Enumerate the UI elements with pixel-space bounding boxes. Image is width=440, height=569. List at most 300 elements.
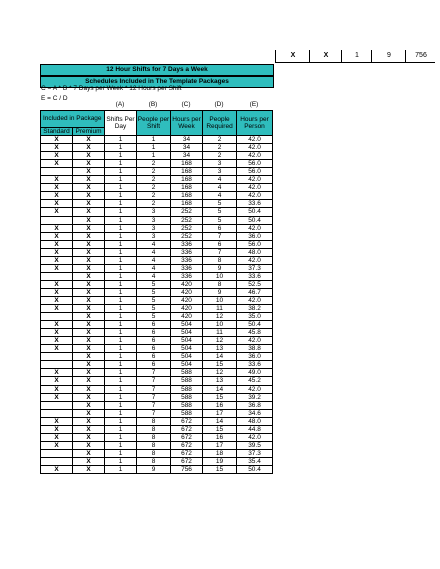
people-required-cell: 16 xyxy=(203,433,237,441)
top-hours-value: 756 xyxy=(405,50,436,62)
premium-cell: X xyxy=(73,369,105,377)
table-row xyxy=(41,329,273,337)
hours-per-person-cell: 52.5 xyxy=(237,280,273,288)
shifts-cell: 1 xyxy=(105,240,137,248)
hours-per-week-cell: 504 xyxy=(171,345,203,353)
hours-per-person-cell: 42.0 xyxy=(237,296,273,304)
premium-cell: X xyxy=(73,401,105,409)
shifts-cell: 1 xyxy=(105,288,137,296)
shifts-cell: 1 xyxy=(105,385,137,393)
shifts-cell: 1 xyxy=(105,433,137,441)
table-row xyxy=(41,401,273,409)
shifts-cell: 1 xyxy=(105,409,137,417)
hours-per-person-cell: 44.8 xyxy=(237,425,273,433)
table-row xyxy=(41,152,273,160)
table-row xyxy=(41,361,273,369)
standard-cell: X xyxy=(41,280,73,288)
premium-cell: X xyxy=(73,465,105,473)
table-row xyxy=(41,409,273,417)
table-row xyxy=(41,280,273,288)
hours-per-person-cell: 56.0 xyxy=(237,160,273,168)
table-row xyxy=(41,168,273,176)
hours-per-week-cell: 336 xyxy=(171,256,203,264)
people-per-shift-cell: 7 xyxy=(137,369,171,377)
premium-cell: X xyxy=(73,457,105,465)
shifts-cell: 1 xyxy=(105,369,137,377)
shifts-cell: 1 xyxy=(105,449,137,457)
hours-per-person-cell: 33.6 xyxy=(237,361,273,369)
hours-per-week-cell: 504 xyxy=(171,337,203,345)
table-row xyxy=(41,192,273,200)
standard-cell: X xyxy=(41,369,73,377)
hours-per-person-cell: 42.0 xyxy=(237,136,273,144)
hours-per-week-cell: 672 xyxy=(171,457,203,465)
hours-per-person-cell: 56.0 xyxy=(237,168,273,176)
shifts-cell: 1 xyxy=(105,296,137,304)
hours-per-person-cell: 39.5 xyxy=(237,441,273,449)
col-letter-b: (B) xyxy=(148,101,158,108)
table-row xyxy=(41,160,273,168)
hours-per-person-cell: 45.8 xyxy=(237,329,273,337)
hours-per-week-header: Hours per Week xyxy=(171,111,203,136)
top-shifts-value: 1 xyxy=(341,50,372,62)
hours-per-week-cell: 336 xyxy=(171,240,203,248)
hours-per-person-cell: 42.0 xyxy=(237,184,273,192)
premium-cell: X xyxy=(73,152,105,160)
premium-cell: X xyxy=(73,264,105,272)
table-row xyxy=(41,377,273,385)
people-per-shift-cell: 6 xyxy=(137,329,171,337)
hours-per-person-cell: 33.6 xyxy=(237,200,273,208)
people-per-shift-cell: 7 xyxy=(137,393,171,401)
premium-cell: X xyxy=(73,184,105,192)
hours-per-person-cell: 34.6 xyxy=(237,409,273,417)
hours-per-week-cell: 588 xyxy=(171,409,203,417)
hours-per-person-cell: 36.0 xyxy=(237,232,273,240)
people-per-shift-cell: 4 xyxy=(137,272,171,280)
standard-cell xyxy=(41,449,73,457)
standard-cell xyxy=(41,216,73,224)
hours-per-week-cell: 672 xyxy=(171,441,203,449)
formula-e: E = C / D xyxy=(41,95,68,102)
table-row xyxy=(41,353,273,361)
table-row xyxy=(41,136,273,144)
col-letter-e: (E) xyxy=(249,101,259,108)
standard-cell: X xyxy=(41,288,73,296)
premium-cell: X xyxy=(73,272,105,280)
standard-cell: X xyxy=(41,377,73,385)
shifts-cell: 1 xyxy=(105,256,137,264)
top-premium-mark: X xyxy=(309,50,342,62)
people-required-cell: 15 xyxy=(203,465,237,473)
standard-cell: X xyxy=(41,256,73,264)
premium-cell: X xyxy=(73,200,105,208)
table-row xyxy=(41,208,273,216)
hours-per-person-cell: 37.3 xyxy=(237,264,273,272)
table-row xyxy=(41,369,273,377)
people-per-shift-cell: 2 xyxy=(137,160,171,168)
table-row xyxy=(41,425,273,433)
standard-cell xyxy=(41,272,73,280)
people-per-shift-cell: 5 xyxy=(137,313,171,321)
people-per-shift-cell: 8 xyxy=(137,425,171,433)
table-row xyxy=(41,296,273,304)
people-required-cell: 12 xyxy=(203,313,237,321)
table-row xyxy=(41,305,273,313)
shifts-cell: 1 xyxy=(105,176,137,184)
table-row xyxy=(41,457,273,465)
standard-header: Standard xyxy=(41,128,73,136)
schedule-table xyxy=(40,110,273,474)
hours-per-person-cell: 42.0 xyxy=(237,385,273,393)
column-letters xyxy=(40,101,272,110)
table-row xyxy=(41,433,273,441)
people-required-cell: 13 xyxy=(203,345,237,353)
people-required-cell: 2 xyxy=(203,136,237,144)
hours-per-person-cell: 42.0 xyxy=(237,152,273,160)
standard-cell: X xyxy=(41,200,73,208)
shifts-cell: 1 xyxy=(105,248,137,256)
people-required-cell: 3 xyxy=(203,160,237,168)
people-required-cell: 9 xyxy=(203,264,237,272)
standard-cell: X xyxy=(41,152,73,160)
people-required-cell: 14 xyxy=(203,385,237,393)
hours-per-week-cell: 168 xyxy=(171,192,203,200)
people-per-shift-cell: 5 xyxy=(137,280,171,288)
people-required-cell: 11 xyxy=(203,329,237,337)
hours-per-week-cell: 504 xyxy=(171,329,203,337)
premium-cell: X xyxy=(73,337,105,345)
hours-per-week-cell: 252 xyxy=(171,208,203,216)
standard-cell xyxy=(41,353,73,361)
top-summary-row xyxy=(275,50,435,63)
hours-per-week-cell: 756 xyxy=(171,465,203,473)
hours-per-person-cell: 46.7 xyxy=(237,288,273,296)
people-required-header: People Required xyxy=(203,111,237,136)
people-required-cell: 7 xyxy=(203,232,237,240)
people-per-shift-cell: 7 xyxy=(137,401,171,409)
page-title: 12 Hour Shifts for 7 Days a Week xyxy=(40,64,274,76)
standard-cell xyxy=(41,401,73,409)
people-per-shift-cell: 3 xyxy=(137,232,171,240)
standard-cell: X xyxy=(41,433,73,441)
standard-cell: X xyxy=(41,417,73,425)
table-row xyxy=(41,288,273,296)
standard-cell: X xyxy=(41,337,73,345)
shifts-cell: 1 xyxy=(105,321,137,329)
premium-cell: X xyxy=(73,345,105,353)
shifts-cell: 1 xyxy=(105,329,137,337)
people-required-cell: 5 xyxy=(203,208,237,216)
hours-per-week-cell: 588 xyxy=(171,377,203,385)
standard-cell: X xyxy=(41,224,73,232)
shifts-cell: 1 xyxy=(105,280,137,288)
shifts-cell: 1 xyxy=(105,184,137,192)
people-per-shift-cell: 8 xyxy=(137,433,171,441)
shifts-cell: 1 xyxy=(105,144,137,152)
standard-cell: X xyxy=(41,160,73,168)
shifts-cell: 1 xyxy=(105,208,137,216)
people-required-cell: 6 xyxy=(203,240,237,248)
hours-per-person-header: Hours per Person xyxy=(237,111,273,136)
hours-per-week-cell: 672 xyxy=(171,425,203,433)
people-per-shift-header: People per Shift xyxy=(137,111,171,136)
premium-cell: X xyxy=(73,449,105,457)
shifts-cell: 1 xyxy=(105,377,137,385)
hours-per-week-cell: 588 xyxy=(171,393,203,401)
people-required-cell: 4 xyxy=(203,184,237,192)
hours-per-person-cell: 48.0 xyxy=(237,417,273,425)
standard-cell: X xyxy=(41,425,73,433)
shifts-cell: 1 xyxy=(105,361,137,369)
people-required-cell: 15 xyxy=(203,361,237,369)
formula-c: C = A * B * 7 Days per Week * 12 Hours per Shift xyxy=(41,85,182,92)
premium-cell: X xyxy=(73,377,105,385)
table-row xyxy=(41,385,273,393)
people-required-cell: 8 xyxy=(203,256,237,264)
top-people-value: 9 xyxy=(371,50,406,62)
shifts-cell: 1 xyxy=(105,224,137,232)
standard-cell: X xyxy=(41,296,73,304)
shifts-cell: 1 xyxy=(105,465,137,473)
hours-per-week-cell: 252 xyxy=(171,232,203,240)
people-per-shift-cell: 6 xyxy=(137,345,171,353)
premium-cell: X xyxy=(73,280,105,288)
standard-cell: X xyxy=(41,305,73,313)
standard-cell: X xyxy=(41,232,73,240)
standard-cell: X xyxy=(41,393,73,401)
people-required-cell: 15 xyxy=(203,425,237,433)
premium-cell: X xyxy=(73,208,105,216)
people-per-shift-cell: 4 xyxy=(137,248,171,256)
people-per-shift-cell: 4 xyxy=(137,256,171,264)
hours-per-week-cell: 252 xyxy=(171,216,203,224)
shifts-cell: 1 xyxy=(105,393,137,401)
people-required-cell: 14 xyxy=(203,417,237,425)
premium-cell: X xyxy=(73,441,105,449)
people-required-cell: 5 xyxy=(203,216,237,224)
hours-per-person-cell: 49.0 xyxy=(237,369,273,377)
people-required-cell: 2 xyxy=(203,152,237,160)
people-per-shift-cell: 6 xyxy=(137,321,171,329)
standard-cell xyxy=(41,361,73,369)
standard-cell: X xyxy=(41,385,73,393)
hours-per-person-cell: 45.2 xyxy=(237,377,273,385)
hours-per-person-cell: 42.0 xyxy=(237,176,273,184)
hours-per-week-cell: 168 xyxy=(171,184,203,192)
people-required-cell: 14 xyxy=(203,353,237,361)
premium-cell: X xyxy=(73,160,105,168)
people-per-shift-cell: 6 xyxy=(137,353,171,361)
people-required-cell: 11 xyxy=(203,305,237,313)
people-per-shift-cell: 8 xyxy=(137,457,171,465)
premium-cell: X xyxy=(73,224,105,232)
premium-header: Premium xyxy=(73,128,105,136)
shifts-cell: 1 xyxy=(105,345,137,353)
table-row xyxy=(41,321,273,329)
premium-cell: X xyxy=(73,256,105,264)
table-row xyxy=(41,449,273,457)
people-per-shift-cell: 8 xyxy=(137,449,171,457)
table-row xyxy=(41,184,273,192)
shifts-cell: 1 xyxy=(105,160,137,168)
hours-per-person-cell: 36.0 xyxy=(237,353,273,361)
people-required-cell: 16 xyxy=(203,401,237,409)
standard-cell: X xyxy=(41,345,73,353)
hours-per-week-cell: 504 xyxy=(171,353,203,361)
premium-cell: X xyxy=(73,329,105,337)
table-row xyxy=(41,224,273,232)
table-row xyxy=(41,441,273,449)
people-required-cell: 8 xyxy=(203,280,237,288)
shifts-cell: 1 xyxy=(105,305,137,313)
hours-per-week-cell: 420 xyxy=(171,313,203,321)
shifts-cell: 1 xyxy=(105,337,137,345)
hours-per-week-cell: 672 xyxy=(171,449,203,457)
premium-cell: X xyxy=(73,353,105,361)
top-standard-mark: X xyxy=(275,50,310,62)
shifts-cell: 1 xyxy=(105,353,137,361)
table-row xyxy=(41,272,273,280)
people-required-cell: 12 xyxy=(203,337,237,345)
standard-cell xyxy=(41,409,73,417)
hours-per-week-cell: 34 xyxy=(171,136,203,144)
standard-cell: X xyxy=(41,176,73,184)
table-row xyxy=(41,176,273,184)
people-per-shift-cell: 5 xyxy=(137,288,171,296)
standard-cell: X xyxy=(41,192,73,200)
shifts-cell: 1 xyxy=(105,441,137,449)
shifts-cell: 1 xyxy=(105,192,137,200)
col-letter-c: (C) xyxy=(181,101,191,108)
hours-per-week-cell: 420 xyxy=(171,280,203,288)
shifts-cell: 1 xyxy=(105,417,137,425)
standard-cell: X xyxy=(41,144,73,152)
people-required-cell: 15 xyxy=(203,393,237,401)
table-row xyxy=(41,337,273,345)
premium-cell: X xyxy=(73,393,105,401)
hours-per-week-cell: 336 xyxy=(171,272,203,280)
people-required-cell: 19 xyxy=(203,457,237,465)
premium-cell: X xyxy=(73,144,105,152)
hours-per-person-cell: 35.0 xyxy=(237,313,273,321)
hours-per-person-cell: 50.4 xyxy=(237,465,273,473)
standard-cell: X xyxy=(41,248,73,256)
people-required-cell: 6 xyxy=(203,224,237,232)
hours-per-person-cell: 36.8 xyxy=(237,401,273,409)
premium-cell: X xyxy=(73,232,105,240)
shifts-cell: 1 xyxy=(105,136,137,144)
people-required-cell: 17 xyxy=(203,441,237,449)
people-per-shift-cell: 6 xyxy=(137,337,171,345)
premium-cell: X xyxy=(73,313,105,321)
people-per-shift-cell: 3 xyxy=(137,216,171,224)
hours-per-week-cell: 420 xyxy=(171,288,203,296)
premium-cell: X xyxy=(73,288,105,296)
hours-per-week-cell: 420 xyxy=(171,305,203,313)
people-required-cell: 10 xyxy=(203,272,237,280)
table-row xyxy=(41,248,273,256)
standard-cell: X xyxy=(41,264,73,272)
hours-per-week-cell: 168 xyxy=(171,176,203,184)
shifts-cell: 1 xyxy=(105,200,137,208)
standard-cell xyxy=(41,168,73,176)
col-letter-d: (D) xyxy=(214,101,224,108)
people-required-cell: 4 xyxy=(203,192,237,200)
standard-cell: X xyxy=(41,136,73,144)
included-in-package-header: Included in Package xyxy=(41,111,105,128)
people-required-cell: 5 xyxy=(203,200,237,208)
standard-cell: X xyxy=(41,208,73,216)
hours-per-week-cell: 672 xyxy=(171,417,203,425)
hours-per-week-cell: 588 xyxy=(171,385,203,393)
people-per-shift-cell: 2 xyxy=(137,184,171,192)
people-required-cell: 3 xyxy=(203,168,237,176)
hours-per-person-cell: 38.2 xyxy=(237,305,273,313)
shifts-cell: 1 xyxy=(105,216,137,224)
premium-cell: X xyxy=(73,417,105,425)
premium-cell: X xyxy=(73,425,105,433)
standard-cell xyxy=(41,313,73,321)
people-per-shift-cell: 1 xyxy=(137,152,171,160)
hours-per-person-cell: 42.0 xyxy=(237,144,273,152)
table-row xyxy=(41,417,273,425)
hours-per-person-cell: 42.0 xyxy=(237,224,273,232)
people-per-shift-cell: 3 xyxy=(137,224,171,232)
hours-per-week-cell: 168 xyxy=(171,200,203,208)
hours-per-person-cell: 39.2 xyxy=(237,393,273,401)
shifts-cell: 1 xyxy=(105,168,137,176)
shifts-cell: 1 xyxy=(105,272,137,280)
table-row xyxy=(41,200,273,208)
people-per-shift-cell: 9 xyxy=(137,465,171,473)
shifts-per-day-header: Shifts Per Day xyxy=(105,111,137,136)
table-row xyxy=(41,240,273,248)
people-required-cell: 12 xyxy=(203,369,237,377)
people-required-cell: 7 xyxy=(203,248,237,256)
shifts-cell: 1 xyxy=(105,425,137,433)
premium-cell: X xyxy=(73,176,105,184)
premium-cell: X xyxy=(73,240,105,248)
hours-per-week-cell: 168 xyxy=(171,160,203,168)
hours-per-week-cell: 420 xyxy=(171,296,203,304)
premium-cell: X xyxy=(73,433,105,441)
people-per-shift-cell: 8 xyxy=(137,441,171,449)
shifts-cell: 1 xyxy=(105,152,137,160)
premium-cell: X xyxy=(73,296,105,304)
hours-per-person-cell: 50.4 xyxy=(237,216,273,224)
people-per-shift-cell: 3 xyxy=(137,208,171,216)
people-required-cell: 10 xyxy=(203,296,237,304)
premium-cell: X xyxy=(73,136,105,144)
hours-per-week-cell: 34 xyxy=(171,152,203,160)
premium-cell: X xyxy=(73,216,105,224)
people-per-shift-cell: 7 xyxy=(137,385,171,393)
people-per-shift-cell: 1 xyxy=(137,136,171,144)
hours-per-person-cell: 50.4 xyxy=(237,208,273,216)
hours-per-person-cell: 42.0 xyxy=(237,433,273,441)
people-required-cell: 17 xyxy=(203,409,237,417)
people-required-cell: 2 xyxy=(203,144,237,152)
people-per-shift-cell: 2 xyxy=(137,176,171,184)
hours-per-person-cell: 42.0 xyxy=(237,192,273,200)
standard-cell: X xyxy=(41,329,73,337)
people-per-shift-cell: 7 xyxy=(137,377,171,385)
hours-per-person-cell: 48.0 xyxy=(237,248,273,256)
table-row xyxy=(41,313,273,321)
people-per-shift-cell: 6 xyxy=(137,361,171,369)
hours-per-week-cell: 252 xyxy=(171,224,203,232)
